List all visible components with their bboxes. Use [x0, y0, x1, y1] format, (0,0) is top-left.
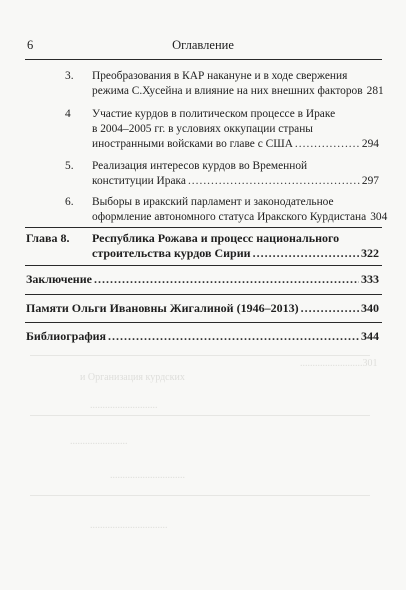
entry-number: 5.	[65, 160, 74, 172]
page-number: 6	[27, 38, 34, 52]
entry-page: 340	[361, 301, 379, 315]
entry-page: 333	[361, 272, 379, 286]
entry-title-line: строительства курдов Сирии	[92, 246, 251, 260]
leader-dots	[108, 329, 359, 344]
entry-title-line: иностранными войсками во главе с США	[92, 138, 293, 150]
entry-title-line: режима С.Хусейна и влияние на них внешних факторов	[92, 85, 363, 97]
entry-title: Библиография	[26, 329, 107, 343]
entry-number: 3.	[65, 70, 74, 82]
toc-conclusion[interactable]	[26, 272, 379, 287]
bleed-through-rule	[30, 495, 370, 496]
entry-title-line: Реализация интересов курдов во Временной	[92, 160, 308, 172]
toc-memorial[interactable]	[26, 301, 379, 316]
bleed-through-rule	[30, 355, 370, 356]
bleed-through-text: .......................	[70, 436, 128, 447]
section-rule	[25, 322, 382, 323]
entry-title-line: Республика Рожава и процесс национального	[92, 231, 340, 245]
leader-dots	[301, 301, 359, 316]
entry-title-line: Участие курдов в политическом процессе в Ираке	[92, 108, 336, 120]
entry-page: 344	[361, 329, 379, 343]
entry-number: 6.	[65, 196, 74, 208]
entry-page: 322	[361, 246, 379, 260]
bleed-through-text: и Организация курдских	[80, 372, 185, 383]
entry-page: 281	[366, 85, 384, 97]
entry-title-line: конституции Ирака	[92, 175, 186, 187]
entry-number: 4	[65, 108, 71, 120]
header-rule	[25, 59, 382, 60]
leader-dots	[295, 137, 360, 152]
entry-title-line: Преобразования в КАР накануне и в ходе свержения	[92, 70, 348, 82]
bleed-through-text: ..............................	[110, 470, 185, 481]
page-header	[0, 38, 406, 58]
bleed-through-text: ...........................	[90, 400, 158, 411]
leader-dots	[253, 246, 359, 261]
entry-title: Памяти Ольги Ивановны Жигалиной (1946–2013)	[26, 301, 299, 315]
entry-page: 294	[361, 138, 379, 150]
entry-title-line: Выборы в иракский парламент и законодательное	[92, 196, 334, 208]
leader-dots	[188, 174, 360, 189]
bleed-through-rule	[30, 415, 370, 416]
bleed-through-text: .........................301	[300, 358, 378, 369]
entry-title-line: в 2004–2005 гг. в условиях оккупации страны	[92, 123, 313, 135]
bleed-through-text: ...............................	[90, 520, 168, 531]
section-rule	[25, 265, 382, 266]
entry-page: 297	[361, 175, 379, 187]
running-title: Оглавление	[172, 38, 234, 52]
entry-page: 304	[370, 211, 388, 223]
toc-bibliography[interactable]	[26, 329, 379, 344]
entry-title-line: оформление автономного статуса Иракского Курдистана	[92, 211, 367, 223]
section-rule	[25, 294, 382, 295]
chapter-label: Глава 8.	[26, 231, 70, 245]
leader-dots	[94, 272, 359, 287]
entry-title: Заключение	[26, 272, 92, 286]
section-rule	[25, 227, 382, 228]
